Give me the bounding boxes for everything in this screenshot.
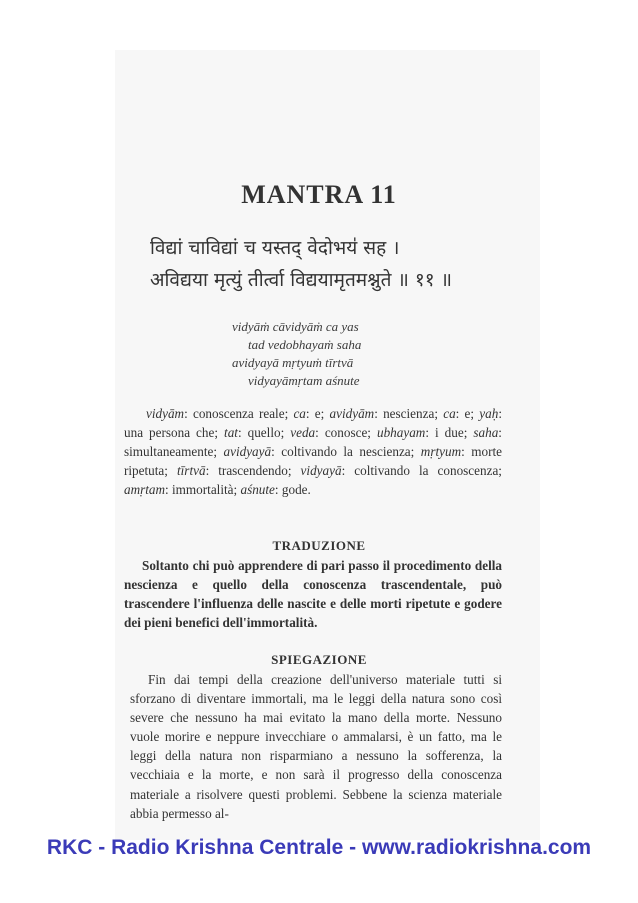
transliteration-line-1: vidyāṁ cāvidyāṁ ca yas (232, 319, 359, 334)
sanskrit-line-1: विद्यां चाविद्यां च यस्तद् वेदोभय॑ सह । (150, 237, 400, 259)
translation-heading: TRADUZIONE (272, 538, 366, 553)
synonym-term: ca (443, 406, 456, 421)
transliteration-line-3: avidyayā mṛtyuṁ tīrtvā (232, 355, 354, 370)
synonym-meaning: : e; (455, 406, 480, 421)
synonym-term: avidyām (329, 406, 375, 421)
synonym-term: amṛtam (124, 482, 166, 498)
synonym-term: saha (473, 425, 499, 441)
synonym-term: ca (293, 406, 306, 421)
synonym-term: vidyayā (300, 463, 342, 479)
synonym-meaning: : conoscenza reale; (184, 406, 294, 421)
synonym-term: yaḥ (479, 406, 499, 421)
synonyms-paragraph (124, 404, 502, 499)
transliteration-line-4: vidyayāmṛtam aśnute (248, 373, 360, 388)
synonym-meaning: : nescienza; (374, 406, 444, 421)
synonym-meaning: : immortalità; (165, 482, 241, 498)
synonym-meaning: : trascendendo; (205, 463, 301, 479)
transliteration-line-2: tad vedobhayaṁ saha (248, 337, 362, 352)
synonym-term: vidyām (146, 406, 185, 421)
synonym-meaning: : simultaneamente; (124, 425, 502, 460)
synonym-meaning: : quello; (237, 425, 291, 441)
synonym-term: tat (224, 425, 238, 441)
footer-credit: RKC - Radio Krishna Centrale - www.radiokrishna.com (46, 836, 592, 859)
synonym-meaning: : una persona che; (124, 406, 502, 441)
purport-text: Fin dai tempi della creazione dell'universo materiale tutti si sforzano di diventare immortali, ma le leggi della natura sono così severe che nessuno ha mai evitato la mano della morte. Nessuno vuole morire e neppure invecchiare o ammalarsi, è un fatto, ma le leggi della natura non risparmiano a nessuno la sofferenza, la vecchiaia e la morte, e non sarà il progresso della conoscenza materiale a risolvere questi problemi. Sebbene la scienza materiale abbia permesso al- (130, 672, 502, 821)
synonym-meaning: : gode. (274, 482, 311, 498)
synonym-meaning: : coltivando la nescienza; (271, 444, 421, 460)
synonym-term: avidyayā (223, 444, 272, 460)
synonym-term: aśnute (240, 482, 275, 498)
synonym-meaning: : morte ripetuta; (124, 444, 502, 479)
synonym-term: mṛtyum (420, 444, 462, 460)
synonym-meaning: : e; (305, 406, 330, 421)
page-title: MANTRA 11 (241, 180, 397, 209)
synonym-term: tīrtvā (176, 463, 206, 479)
purport-heading: SPIEGAZIONE (271, 652, 367, 667)
synonym-term: veda (290, 425, 316, 441)
synonym-term: ubhayam (376, 425, 426, 441)
translation-paragraph (124, 556, 502, 632)
sanskrit-line-2: अविद्यया मृत्युं तीर्त्वा विद्ययामृतमश्नुते ॥ ११ ॥ (150, 269, 453, 291)
synonym-meaning: : coltivando la conoscenza; (341, 463, 502, 479)
synonym-meaning: : i due; (425, 425, 474, 441)
synonym-meaning: : conosce; (315, 425, 377, 441)
purport-paragraph (130, 670, 502, 823)
translation-text: Soltanto chi può apprendere di pari passo il procedimento della nescienza e quello della conoscenza trascendentale, può trascendere l'influenza delle nascite e delle morti ripetute e godere dei pieni benefici dell'immortalità. (124, 558, 502, 631)
